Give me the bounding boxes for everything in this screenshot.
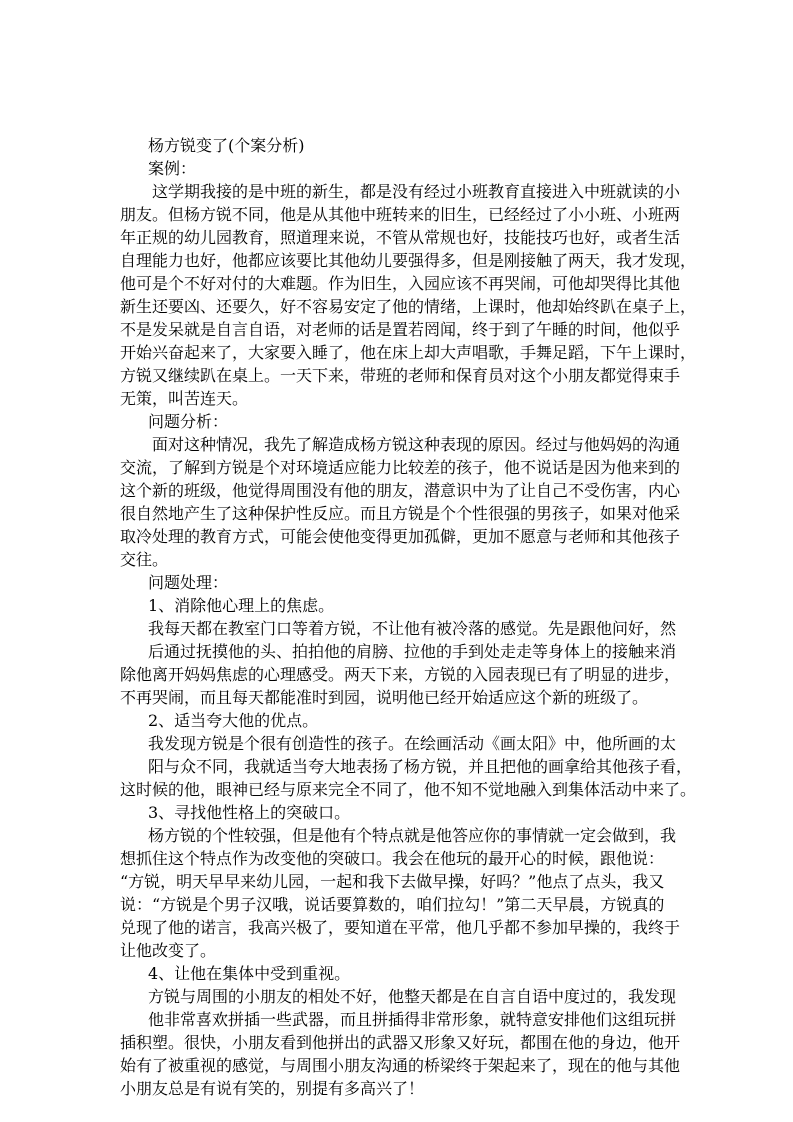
step-line: 我发现方锐是个很有创造性的孩子。在绘画活动《画太阳》中，他所画的太 [148, 734, 677, 753]
step-line: 小朋友总是有说有笑的，别提有多高兴了！ [120, 1079, 425, 1098]
step-line: 插积塑。很快，小朋友看到他拼出的武器又形象又好玩，都围在他的身边，他开 [120, 1033, 681, 1052]
step-heading: 2、适当夸大他的优点。 [148, 711, 319, 730]
case-paragraph [120, 180, 697, 410]
case-line: 无策，叫苦连天。 [120, 389, 249, 408]
analysis-line: 面对这种情况，我先了解造成杨方锐这种表现的原因。经过与他妈妈的沟通 [152, 435, 681, 454]
analysis-line: 交往。 [120, 550, 169, 569]
step-3 [120, 801, 681, 962]
step-line: “方锐，明天早早来幼儿园，一起和我下去做早操，好吗？”他点了点头，我又 [120, 872, 665, 891]
case-line: 新生还要凶、还要久，好不容易安定了他的情绪，上课时，他却始终趴在桌子上， [120, 297, 697, 316]
document-page [120, 134, 697, 1100]
step-heading: 3、寻找他性格上的突破口。 [148, 803, 351, 822]
step-2 [120, 709, 697, 801]
step-line: 杨方锐的个性较强，但是他有个特点就是他答应你的事情就一定会做到，我 [148, 826, 677, 845]
case-label: 案例： [148, 159, 197, 178]
case-line: 朋友。但杨方锐不同，他是从其他中班转来的旧生，已经经过了小小班、小班两 [120, 205, 681, 224]
step-line: 方锐与周围的小朋友的相处不好，他整天都是在自言自语中度过的，我发现 [148, 987, 677, 1006]
case-line: 不是发呆就是自言自语，对老师的话是置若罔闻，终于到了午睡的时间，他似乎 [120, 320, 681, 339]
step-line: 除他离开妈妈焦虑的心理感受。两天下来，方锐的入园表现已有了明显的进步， [120, 665, 681, 684]
case-line: 自理能力也好，他都应该要比其他幼儿要强得多，但是刚接触了两天，我才发现， [120, 251, 697, 270]
case-line: 他可是个不好对付的大难题。作为旧生，入园应该不再哭闹，可他却哭得比其他 [120, 274, 681, 293]
case-line: 年正规的幼儿园教育，照道理来说，不管从常规也好，技能技巧也好，或者生活 [120, 228, 681, 247]
step-line: 想抓住这个特点作为改变他的突破口。我会在他玩的最开心的时候，跟他说： [120, 849, 665, 868]
step-heading: 1、消除他心理上的焦虑。 [148, 596, 335, 615]
step-line: 后通过抚摸他的头、拍拍他的肩膀、拉他的手到处走走等身体上的接触来消 [148, 642, 677, 661]
analysis-line: 很自然地产生了这种保护性反应。而且方锐是个个性很强的男孩子，如果对他采 [120, 504, 681, 523]
step-heading: 4、让他在集体中受到重视。 [148, 964, 351, 983]
step-line: 说：“方锐是个男子汉哦，说话要算数的，咱们拉勾！”第二天早晨，方锐真的 [120, 895, 665, 914]
step-line: 他非常喜欢拼插一些武器，而且拼插得非常形象，就特意安排他们这组玩拼 [148, 1010, 677, 1029]
step-4 [120, 962, 681, 1100]
document-title: 杨方锐变了(个案分析) [148, 136, 305, 155]
analysis-line: 取冷处理的教育方式，可能会使他变得更加孤僻，更加不愿意与老师和其他孩子 [120, 527, 681, 546]
step-line: 让他改变了。 [120, 941, 217, 960]
step-line: 阳与众不同，我就适当夸大地表扬了杨方锐，并且把他的画拿给其他孩子看， [148, 757, 693, 776]
step-line: 这时候的他，眼神已经与原来完全不同了，他不知不觉地融入到集体活动中来了。 [120, 780, 697, 799]
analysis-paragraph [120, 433, 681, 571]
case-line: 这学期我接的是中班的新生，都是没有经过小班教育直接进入中班就读的小 [152, 182, 681, 201]
step-line: 不再哭闹，而且每天都能准时到园，说明他已经开始适应这个新的班级了。 [120, 688, 649, 707]
step-line: 我每天都在教室门口等着方锐，不让他有被冷落的感觉。先是跟他问好，然 [148, 619, 677, 638]
case-line: 方锐又继续趴在桌上。一天下来，带班的老师和保育员对这个小朋友都觉得束手 [120, 366, 681, 385]
case-line: 开始兴奋起来了，大家要入睡了，他在床上却大声唱歌，手舞足蹈，下午上课时， [120, 343, 697, 362]
step-line: 兑现了他的诺言，我高兴极了，要知道在平常，他几乎都不参加早操的，我终于 [120, 918, 681, 937]
step-1 [120, 594, 681, 709]
step-line: 始有了被重视的感觉，与周围小朋友沟通的桥梁终于架起来了，现在的他与其他 [120, 1056, 681, 1075]
analysis-line: 这个新的班级，他觉得周围没有他的朋友，潜意识中为了让自己不受伤害，内心 [120, 481, 681, 500]
analysis-label: 问题分析： [148, 412, 229, 431]
analysis-line: 交流，了解到方锐是个对环境适应能力比较差的孩子，他不说话是因为他来到的 [120, 458, 681, 477]
handling-label: 问题处理： [148, 573, 229, 592]
